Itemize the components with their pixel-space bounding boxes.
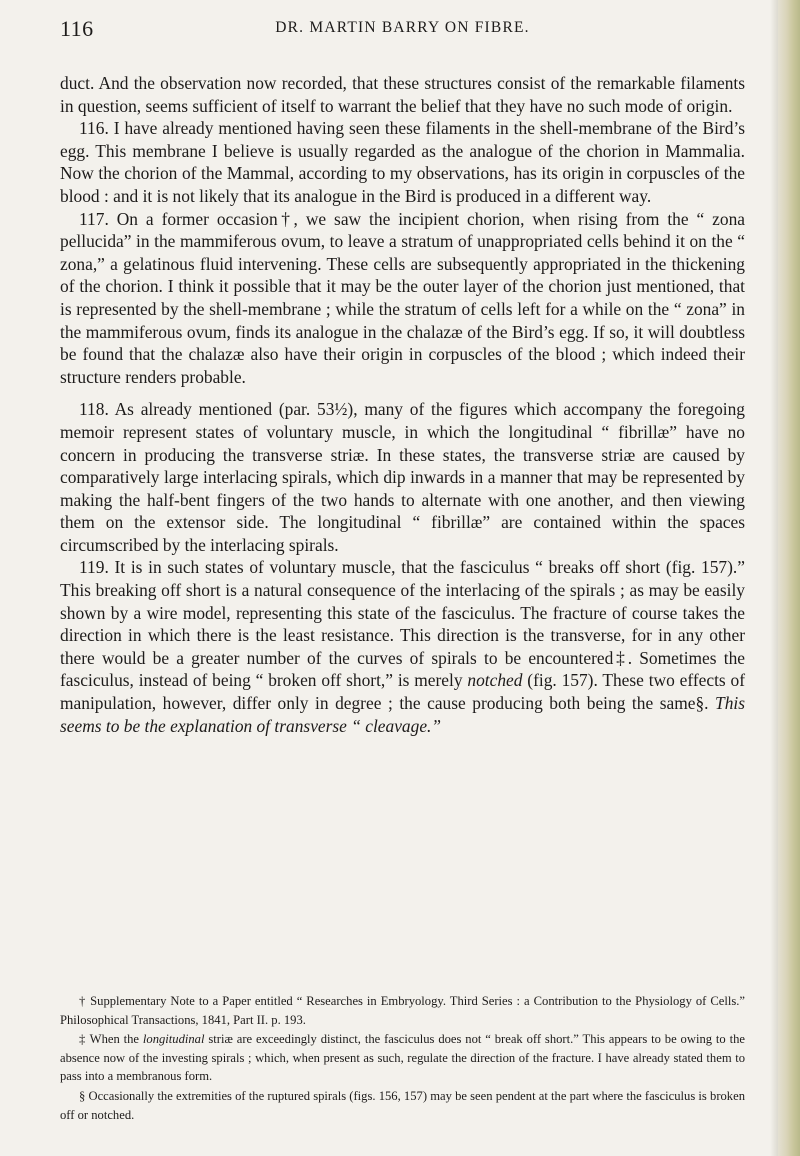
paragraph-119-italic-notched: notched [467,670,523,691]
page-edge-shadow [770,0,778,1156]
footnote-dagger: † Supplementary Note to a Paper entitled “ Researches in Embryology. Third Series : a Contribution to the Physiology of Cells.” Philosophical Transactions, 1841, Part II. p. 193. [60,994,745,1027]
paragraph-119-italic-conclusion: This seems to be the explanation of transverse “ cleavage.” [60,693,745,736]
paragraph-119 [60,556,745,737]
footnote-double-dagger-text: ‡ When the [79,1032,143,1047]
paragraph-continuation: duct. And the observation now recorded, that these structures consist of the remarkable filaments in question, seems sufficient of itself to warrant the belief that they have no such mode of origin. [60,73,745,116]
footnote-section: § Occasionally the extremities of the ruptured spirals (figs. 156, 157) may be seen pendent at the part where the fasciculus is broken off or notched. [60,1088,745,1122]
paragraph-119-text: 119. It is in such states of voluntary muscle, that the fasciculus “ breaks off short (fig. 157).” This breaking off short is a natural consequence of the interlacing of the spirals ; as may be easily shown by a wire model, representing this state of the fasciculus. The fracture of course takes the direction in which there is the least resistance. This direction is the transverse, for in any other there would be a greater number of the curves of spirals to be encountered‡. Sometimes the fasciculus, instead of being “ broken off short,” is merely [60,557,745,691]
page-number: 116 [60,16,94,41]
paragraph-118: 118. As already mentioned (par. 53½), many of the figures which accompany the foregoing memoir represent states of voluntary muscle, in which the longitudinal “ fibrillæ” have no concern in producing the transverse striæ. In these states, the transverse striæ are caused by comparatively large interlacing spirals, which dip inwards in a manner that may be represented by making the half-bent fingers of the two hands to alternate with one another, and then viewing them on the extensor side. The longitudinal “ fibrillæ” are contained within the spaces circumscribed by the interlacing spirals. [60,399,745,555]
page-edge [778,0,800,1156]
running-title: DR. MARTIN BARRY ON FIBRE. [275,19,530,36]
paragraph-117: 117. On a former occasion†, we saw the incipient chorion, when rising from the “ zona pellucida” in the mammiferous ovum, to leave a stratum of unappropriated cells behind it on the “ zona,” a gelatinous fluid intervening. These cells are subsequently appropriated in the thickening of the chorion. I think it possible that it may be the outer layer of the chorion just mentioned, that is represented by the shell-membrane ; while the stratum of cells left for a while on the “ zona” in the mammiferous ovum, finds its analogue in the chalazæ of the Bird’s egg. If so, it will doubtless be found that the chalazæ also have their origin in corpuscles of the blood ; which indeed their structure renders probable. [60,208,745,387]
footnote-double-dagger-italic: longitudinal [142,1032,205,1047]
footnotes [60,992,745,1124]
paragraph-119-text-mid: (fig. 157). These two effects of manipulation, however, differ only in degree ; the cause producing both being the same§. [60,670,745,714]
footnote-double-dagger-text-end: striæ are exceedingly distinct, the fasciculus does not “ break off short.” This appears to be owing to the absence now of the investing spirals ; which, when present as such, regulate the direction of the fracture. I have already stated them to pass into a membranous form. [60,1032,745,1084]
paragraph-116: 116. I have already mentioned having seen these filaments in the shell-membrane of the Bird’s egg. This membrane I believe is usually regarded as the analogue of the chorion in Mammalia. Now the chorion of the Mammal, according to my observations, has its origin in corpuscles of the blood : and it is not likely that its analogue in the Bird is produced in a different way. [60,118,745,206]
body-text [60,72,745,737]
footnote-double-dagger [60,1030,745,1086]
page-header [60,16,745,42]
